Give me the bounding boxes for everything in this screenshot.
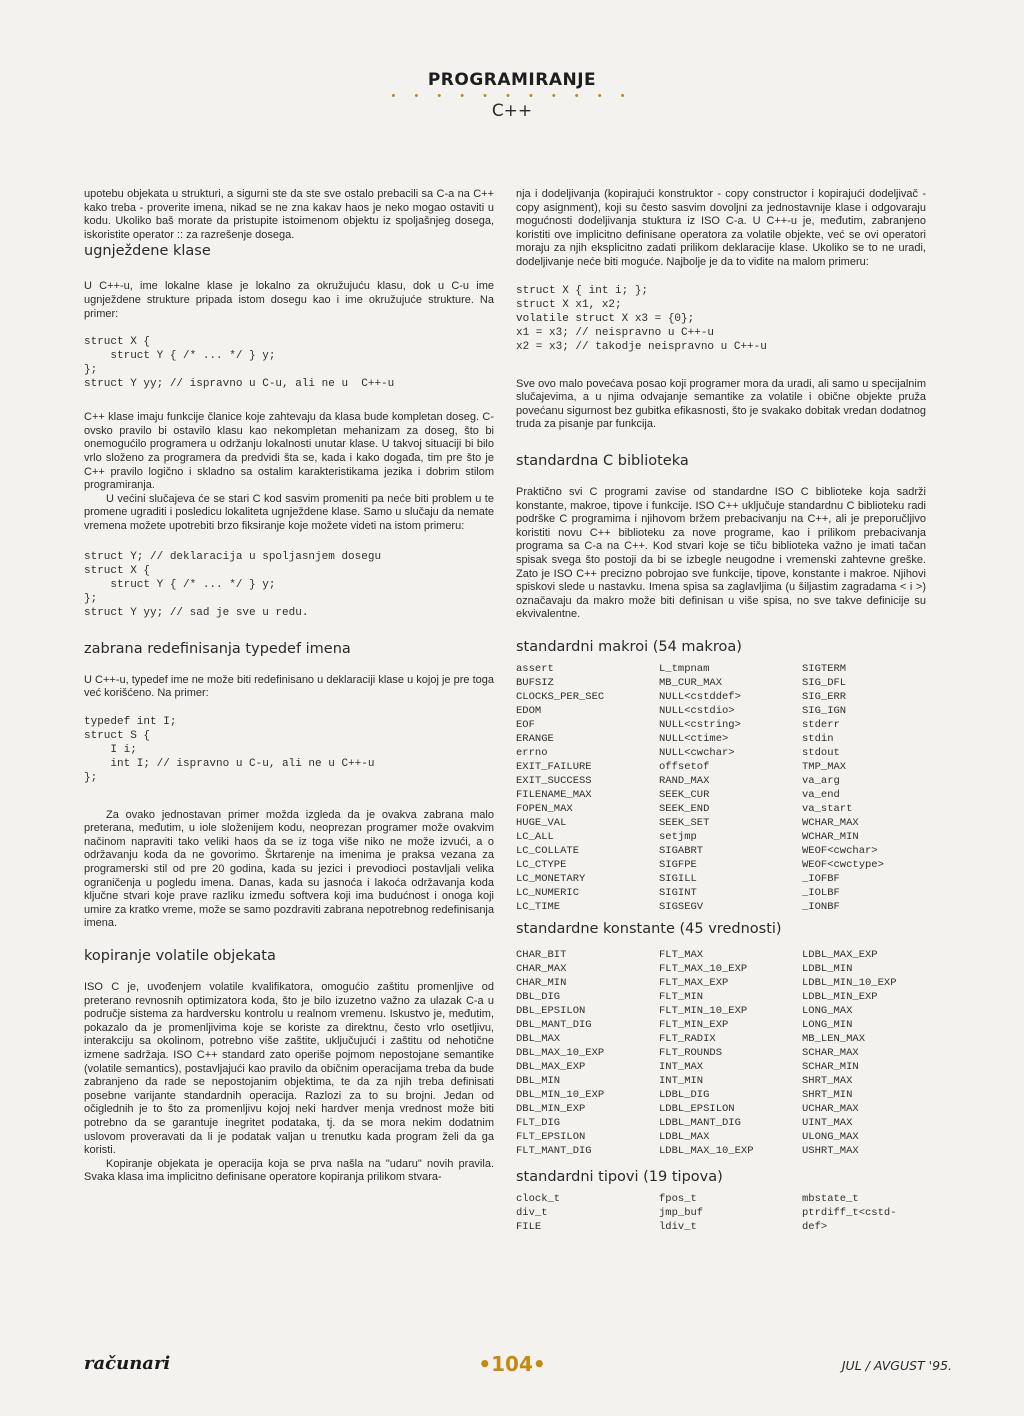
- table-cell: ULONG_MAX: [802, 1130, 859, 1143]
- right-column: [516, 188, 926, 1234]
- heading-macros: standardni makroi (54 makroa): [516, 638, 742, 655]
- table-cell: BUFSIZ: [516, 676, 554, 689]
- table-cell: FLT_ROUNDS: [659, 1046, 723, 1059]
- table-cell: errno: [516, 746, 548, 759]
- header-dots: • • • • • • • • • • •: [391, 90, 633, 102]
- table-cell: SIGFPE: [659, 858, 697, 871]
- table-row: [516, 802, 884, 816]
- table-cell: FLT_MAX: [659, 948, 704, 961]
- table-row: [516, 962, 897, 976]
- table-cell: FILE: [516, 1220, 542, 1233]
- code-block: struct X { struct Y { /* ... */ } y; }; struct Y yy; // ispravno u C-u, ali ne u C++-u: [84, 336, 395, 391]
- table-row: [516, 788, 884, 802]
- table-cell: va_start: [802, 802, 853, 815]
- table-cell: stderr: [802, 718, 840, 731]
- heading-nested-classes: ugnježdene klase: [84, 243, 211, 260]
- table-row: [516, 976, 897, 990]
- table-row: [516, 1074, 897, 1088]
- table-cell: INT_MIN: [659, 1074, 704, 1087]
- table-cell: LC_CTYPE: [516, 858, 567, 871]
- table-cell: FLT_MIN_EXP: [659, 1018, 729, 1031]
- types-table: [516, 1192, 897, 1234]
- table-cell: FILENAME_MAX: [516, 788, 592, 801]
- table-row: [516, 844, 884, 858]
- table-cell: NULL<ctime>: [659, 732, 729, 745]
- table-cell: va_arg: [802, 774, 840, 787]
- table-row: [516, 1116, 897, 1130]
- table-cell: clock_t: [516, 1192, 561, 1205]
- table-row: [516, 704, 884, 718]
- section-subtitle: C++: [491, 101, 533, 121]
- paragraph: U većini slučajeva će se stari C kod sasvim promeniti pa neće biti problem u te promene ugraditi i posledicu lokaliteta ugnježdene klase. Samo u slučaju da nemate vremena možete upotrebiti brzo fiksiranje koje možete videti na istom primeru:: [84, 492, 494, 532]
- table-cell: _IOLBF: [802, 886, 840, 899]
- table-row: [516, 1144, 897, 1158]
- paragraph: U C++-u, ime lokalne klase je lokalno za okružujuću klasu, dok u C-u ime ugnježdene strukture pripada istom dosegu kao i ime okružujuće strukture. Na primer:: [84, 280, 494, 320]
- table-cell: WEOF<cwchar>: [802, 844, 878, 857]
- table-cell: EXIT_SUCCESS: [516, 774, 592, 787]
- table-row: [516, 1046, 897, 1060]
- table-cell: CHAR_MAX: [516, 962, 567, 975]
- table-cell: FLT_DIG: [516, 1116, 561, 1129]
- table-row: [516, 690, 884, 704]
- table-cell: DBL_MAX_10_EXP: [516, 1046, 605, 1059]
- table-row: [516, 760, 884, 774]
- table-row: [516, 1220, 897, 1234]
- table-cell: EXIT_FAILURE: [516, 760, 592, 773]
- table-cell: SHRT_MIN: [802, 1088, 853, 1101]
- table-cell: SIGILL: [659, 872, 697, 885]
- table-cell: FLT_MANT_DIG: [516, 1144, 592, 1157]
- table-row: [516, 746, 884, 760]
- table-row: [516, 1102, 897, 1116]
- table-cell: NULL<cstring>: [659, 718, 741, 731]
- table-cell: DBL_MAX_EXP: [516, 1060, 586, 1073]
- table-cell: va_end: [802, 788, 840, 801]
- paragraph: upotebu objekata u strukturi, a sigurni ste da ste sve ostalo prebacili sa C-a na C++ kako treba - proverite imena, nikad se ne zna kakav haos je neko mogao ostaviti u kodu. Ukoliko baš morate da pristupite istoimenom objektu iz spoljašnjeg dosega, iskoristite operator :: za razrešenje dosega.: [84, 188, 494, 241]
- table-cell: HUGE_VAL: [516, 816, 567, 829]
- table-cell: stdout: [802, 746, 840, 759]
- table-cell: DBL_MIN: [516, 1074, 561, 1087]
- section-title: PROGRAMIRANJE: [427, 70, 597, 90]
- table-cell: LDBL_EPSILON: [659, 1102, 735, 1115]
- table-row: [516, 1206, 897, 1220]
- table-row: [516, 872, 884, 886]
- heading-typedef: zabrana redefinisanja typedef imena: [84, 640, 351, 657]
- table-cell: LC_NUMERIC: [516, 886, 580, 899]
- table-cell: SEEK_SET: [659, 816, 710, 829]
- table-cell: LDBL_MIN_EXP: [802, 990, 878, 1003]
- table-cell: DBL_MAX: [516, 1032, 561, 1045]
- table-cell: def>: [802, 1220, 828, 1233]
- table-cell: stdin: [802, 732, 834, 745]
- paragraph: ISO C je, uvođenjem volatile kvalifikatora, omogućio zaštitu promenljive od preterano revnosnih optimizatora koda, što je bilo izuzetno važno za ulazak C-a u područje sistema za hardversku kontrolu u realnom vremenu. Iskustvo je, međutim, pokazalo da je promenljivima koje se koriste za direktnu, često vrlo osetljivu, interakciju sa okolinom, potrebno više zaštite, uključujući i zaštitu od nehotične izmene sadržaja. ISO C++ standard zato operiše pojmom nepostojane semantike (volatile semantics), postavljajući kao pravilo da običnim operacijama treba da bude zabranjeno da rade se nepostojanim objektima, te da za njih treba definisati posebne varijante standardnih operacija. Razlozi za to su brojni. Jedan od očiglednih je to što za promenljivu kojoj neki hardver menja vrednost može biti potrebno da se garantuje inegritet podataka, tj. da se mora nekim dodatnim uslovom proveravati da li je podatak valjan u trenutku kada program želi da ga koristi.: [84, 981, 494, 1157]
- table-cell: SEEK_END: [659, 802, 710, 815]
- table-cell: FLT_RADIX: [659, 1032, 716, 1045]
- table-cell: MB_LEN_MAX: [802, 1032, 866, 1045]
- table-cell: LDBL_DIG: [659, 1088, 710, 1101]
- table-cell: RAND_MAX: [659, 774, 710, 787]
- table-cell: fpos_t: [659, 1192, 697, 1205]
- table-cell: ptrdiff_t<cstd-: [802, 1206, 897, 1219]
- table-row: [516, 1088, 897, 1102]
- table-row: [516, 1060, 897, 1074]
- heading-types: standardni tipovi (19 tipova): [516, 1168, 723, 1185]
- table-cell: SIG_IGN: [802, 704, 847, 717]
- table-cell: DBL_EPSILON: [516, 1004, 586, 1017]
- table-row: [516, 774, 884, 788]
- table-cell: L_tmpnam: [659, 662, 710, 675]
- table-cell: MB_CUR_MAX: [659, 676, 723, 689]
- table-row: [516, 830, 884, 844]
- table-cell: EOF: [516, 718, 535, 731]
- table-cell: FOPEN_MAX: [516, 802, 573, 815]
- table-cell: NULL<cwchar>: [659, 746, 735, 759]
- table-cell: UINT_MAX: [802, 1116, 853, 1129]
- table-cell: CLOCKS_PER_SEC: [516, 690, 605, 703]
- table-cell: CHAR_BIT: [516, 948, 567, 961]
- table-cell: WEOF<cwctype>: [802, 858, 884, 871]
- paragraph: nja i dodeljivanja (kopirajući konstruktor - copy constructor i kopirajući dodeljivač - copy asignment), koji su često sasvim dovoljni za jednostavnije klase i odgovaraju mogućnosti dodeljivanja stuktura iz ISO C-a. U C++-u je, međutim, zabranjeno koristiti ove implicitno definisane operatora za volatile objekte, već se ovi operatori moraju za njih eksplicitno zadati prilikom deklaracije klase. Ukoliko se to ne uradi, dodeljivanje neće biti moguće. Najbolje je da to vidite na malom primeru:: [516, 188, 926, 268]
- table-cell: LDBL_MAX: [659, 1130, 710, 1143]
- table-cell: DBL_MIN_10_EXP: [516, 1088, 605, 1101]
- macros-table: [516, 662, 884, 914]
- table-cell: offsetof: [659, 760, 710, 773]
- constants-table: [516, 948, 897, 1158]
- table-row: [516, 1004, 897, 1018]
- table-row: [516, 676, 884, 690]
- table-cell: ERANGE: [516, 732, 554, 745]
- table-cell: LONG_MAX: [802, 1004, 853, 1017]
- table-row: [516, 1032, 897, 1046]
- table-cell: ldiv_t: [659, 1220, 697, 1233]
- table-row: [516, 858, 884, 872]
- page-number: •104•: [478, 1352, 546, 1376]
- table-cell: LC_ALL: [516, 830, 554, 843]
- heading-volatile: kopiranje volatile objekata: [84, 948, 276, 965]
- table-cell: SCHAR_MAX: [802, 1046, 859, 1059]
- table-cell: LDBL_MANT_DIG: [659, 1116, 741, 1129]
- table-cell: SEEK_CUR: [659, 788, 710, 801]
- table-cell: _IONBF: [802, 900, 840, 913]
- table-cell: setjmp: [659, 830, 697, 843]
- paragraph: Praktično svi C programi zavise od standardne ISO C biblioteke koja sadrži konstante, makroe, tipove i funkcije. ISO C++ uključuje standardnu C biblioteku radi podrške C programima i njihovom bržem prebacivanju na C++, ali je preporučljivo koristiti novu C++ biblioteku za nove programe, kao i prilikom prebacivanja programa sa C-a na C++. Kod stvari koje se tiču biblioteka važno je imati tačan spisak svega što postoji da bi se izbegle neugodne i vremenski zahtevne greške. Zato je ISO C++ precizno pobrojao sve funkcije, tipove, konstante i makroe. Njihovi spiskovi slede u nastavku. Imena spisa sa zaglavljima (u šiljastim zagradama < i >) označavaju da makro može biti definisan u više spisa, no sve takve definicije su ekvivalentne.: [516, 485, 926, 621]
- table-cell: EDOM: [516, 704, 542, 717]
- table-cell: SIGSEGV: [659, 900, 704, 913]
- left-column: [84, 188, 494, 1185]
- table-cell: SHRT_MAX: [802, 1074, 853, 1087]
- table-cell: _IOFBF: [802, 872, 840, 885]
- table-cell: DBL_DIG: [516, 990, 561, 1003]
- paragraph: C++ klase imaju funkcije članice koje zahtevaju da klasa bude kompletan doseg. C-ovsko pravilo bi ostavilo klasu kao nekompletan mehanizam za doseg, što bi onemogućilo programera u održanju lokalnosti unutar klase. U takvoj situaciji bi bilo vrlo složeno za programera da predvidi šta se, kada i kako događa, tim pre što je C++ pravilo logično i skladno sa ostalim karakteristikama jezika i dobrim stilom programiranja.: [84, 411, 494, 492]
- table-cell: FLT_MAX_EXP: [659, 976, 729, 989]
- table-cell: SIG_DFL: [802, 676, 847, 689]
- table-cell: DBL_MIN_EXP: [516, 1102, 586, 1115]
- table-cell: LONG_MIN: [802, 1018, 853, 1031]
- code-block: struct X { int i; }; struct X x1, x2; volatile struct X x3 = {0}; x1 = x3; // neispravno u C++-u x2 = x3; // takodje neispravno u C++-u: [516, 284, 767, 353]
- table-cell: NULL<cstdio>: [659, 704, 735, 717]
- table-cell: FLT_MAX_10_EXP: [659, 962, 748, 975]
- table-row: [516, 886, 884, 900]
- table-row: [516, 1192, 897, 1206]
- table-cell: LC_TIME: [516, 900, 561, 913]
- table-cell: SIG_ERR: [802, 690, 847, 703]
- paragraph: Sve ovo malo povećava posao koji programer mora da uradi, ali samo u specijalnim slučajevima, a u njima odvajanje semantike za volatile i obične objekte pruža povećanu sigurnost bez gubitka efikasnosti, što je svakako dobitak vredan dodatnog truda za pisanje par funkcija.: [516, 377, 926, 431]
- table-row: [516, 732, 884, 746]
- table-cell: SIGINT: [659, 886, 697, 899]
- table-row: [516, 1130, 897, 1144]
- paragraph: Za ovako jednostavan primer možda izgleda da je ovakva zabrana malo preterana, međutim, u iole složenijem kodu, neoprezan programer može ovakvim načinom napraviti tako veliki haos da se iz toga više niko ne može izvući, a o održavanju koda da ne govorimo. Škrtarenje na imenima je praksa vezana za programerski stil od pre 20 godina, kada su jezici i prevodioci postavljali velika ograničenja u pogledu imena. Danas, kada su jasnoća i lakoća održavanja koda ključne stvari koje prave razliku između softvera koji ima budućnost i onoga koji umire za kratko vreme, može se samo pozdraviti zabrana nepotrebnog redefinisanja imena.: [84, 808, 494, 930]
- table-cell: CHAR_MIN: [516, 976, 567, 989]
- issue-date: JUL / AVGUST '95.: [841, 1358, 952, 1373]
- table-cell: DBL_MANT_DIG: [516, 1018, 592, 1031]
- table-row: [516, 718, 884, 732]
- table-cell: LDBL_MIN_10_EXP: [802, 976, 897, 989]
- table-row: [516, 990, 897, 1004]
- table-cell: LDBL_MIN: [802, 962, 853, 975]
- table-cell: FLT_MIN: [659, 990, 704, 1003]
- table-cell: USHRT_MAX: [802, 1144, 859, 1157]
- table-cell: div_t: [516, 1206, 548, 1219]
- table-row: [516, 948, 897, 962]
- code-block: typedef int I; struct S { I i; int I; // ispravno u C-u, ali ne u C++-u };: [84, 715, 375, 784]
- table-cell: FLT_EPSILON: [516, 1130, 586, 1143]
- code-block: struct Y; // deklaracija u spoljasnjem dosegu struct X { struct Y { /* ... */ } y; }; struct Y yy; // sad je sve u redu.: [84, 550, 382, 619]
- table-cell: INT_MAX: [659, 1060, 704, 1073]
- table-cell: NULL<cstddef>: [659, 690, 741, 703]
- table-row: [516, 1018, 897, 1032]
- table-cell: WCHAR_MAX: [802, 816, 859, 829]
- heading-constants: standardne konstante (45 vrednosti): [516, 920, 782, 937]
- magazine-logo: računari: [84, 1353, 171, 1374]
- table-cell: LC_MONETARY: [516, 872, 586, 885]
- table-row: [516, 900, 884, 914]
- paragraph: U C++-u, typedef ime ne može biti redefinisano u deklaraciji klase u kojoj je pre toga već korišćeno. Na primer:: [84, 673, 494, 700]
- table-cell: SIGABRT: [659, 844, 704, 857]
- table-cell: LDBL_MAX_EXP: [802, 948, 878, 961]
- table-row: [516, 816, 884, 830]
- table-cell: UCHAR_MAX: [802, 1102, 859, 1115]
- table-cell: LC_COLLATE: [516, 844, 580, 857]
- table-cell: TMP_MAX: [802, 760, 847, 773]
- table-cell: assert: [516, 662, 554, 675]
- table-cell: SIGTERM: [802, 662, 847, 675]
- table-cell: WCHAR_MIN: [802, 830, 859, 843]
- heading-std-library: standardna C biblioteka: [516, 452, 689, 469]
- paragraph: Kopiranje objekata je operacija koja se prva našla na "udaru" novih pravila. Svaka klasa ima implicitno definisane operatore kopiranja prilikom stvara-: [84, 1157, 494, 1184]
- table-cell: SCHAR_MIN: [802, 1060, 859, 1073]
- table-row: [516, 662, 884, 676]
- table-cell: jmp_buf: [659, 1206, 704, 1219]
- table-cell: mbstate_t: [802, 1192, 859, 1205]
- table-cell: FLT_MIN_10_EXP: [659, 1004, 748, 1017]
- table-cell: LDBL_MAX_10_EXP: [659, 1144, 754, 1157]
